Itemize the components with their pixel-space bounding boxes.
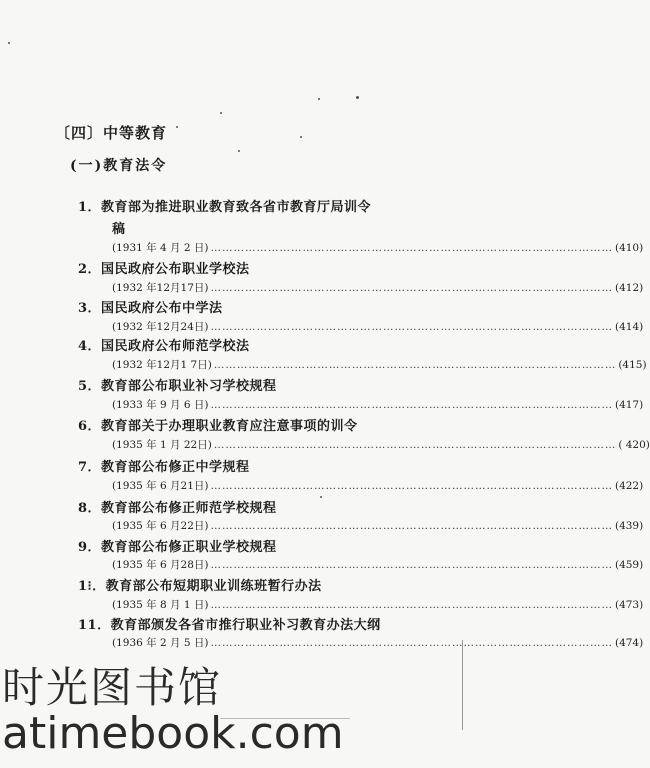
watermark-chinese: 时光图书馆 bbox=[2, 663, 223, 712]
dot-leader: …………………………………………………………………………………………… bbox=[213, 359, 617, 371]
dot-leader: …………………………………………………………………………………………… bbox=[210, 559, 613, 571]
toc-entry-date-line bbox=[112, 597, 644, 612]
toc-entry-title[interactable]: 7．教育部公布修正中学规程 bbox=[78, 460, 250, 475]
toc-entry-title-continued[interactable]: 稿 bbox=[112, 222, 126, 237]
toc-entry-title[interactable]: 9．教育部公布修正职业学校规程 bbox=[78, 540, 277, 555]
section-title: 〔四〕中等教育 bbox=[55, 124, 168, 142]
toc-entry-title[interactable]: 11．教育部颁发各省市推行职业补习教育办法大纲 bbox=[78, 618, 381, 633]
toc-entry-page[interactable]: (417) bbox=[614, 399, 644, 411]
toc-entry-date-line bbox=[112, 357, 647, 372]
toc-entry-date-line bbox=[112, 319, 644, 334]
toc-entry-date-line bbox=[112, 240, 644, 255]
toc-entry-date-line bbox=[112, 397, 644, 412]
watermark-english: atimebook.com bbox=[2, 708, 344, 759]
toc-entry-date: (1932 年12月24日) bbox=[112, 321, 209, 333]
dot-leader: …………………………………………………………………………………………… bbox=[210, 242, 613, 254]
toc-entry-title[interactable]: 8．教育部公布修正师范学校规程 bbox=[78, 501, 277, 516]
toc-entry-page[interactable]: (422) bbox=[614, 480, 644, 492]
toc-entry-title[interactable]: 2．国民政府公布职业学校法 bbox=[78, 262, 250, 277]
subsection-title: (一)教育法令 bbox=[70, 158, 168, 174]
scan-speck bbox=[176, 126, 178, 128]
dot-leader: …………………………………………………………………………………………… bbox=[210, 637, 613, 649]
dot-leader: …………………………………………………………………………………………… bbox=[213, 439, 617, 451]
scan-speck bbox=[356, 96, 359, 99]
dot-leader: …………………………………………………………………………………………… bbox=[210, 599, 613, 611]
scan-speck bbox=[300, 136, 302, 138]
toc-entry-date-line bbox=[112, 518, 644, 533]
toc-entry-page[interactable]: (439) bbox=[614, 520, 644, 532]
scan-speck bbox=[318, 98, 320, 100]
dot-leader: …………………………………………………………………………………………… bbox=[210, 399, 613, 411]
toc-entry-title[interactable]: 6．教育部关于办理职业教育应注意事项的训令 bbox=[78, 419, 358, 434]
toc-entry-page[interactable]: (473) bbox=[614, 599, 644, 611]
toc-entry-page[interactable]: (459) bbox=[614, 559, 644, 571]
toc-entry-date: (1935 年 8 月 1 日) bbox=[112, 599, 209, 611]
toc-entry-date-line bbox=[112, 437, 650, 452]
toc-entry-date: (1936 年 2 月 5 日) bbox=[112, 637, 209, 649]
toc-entry-date: (1933 年 9 月 6 日) bbox=[112, 399, 209, 411]
toc-entry-title[interactable]: 1．教育部为推进职业教育致各省市教育厅局训令 bbox=[78, 200, 372, 215]
toc-entry-date: (1931 年 4 月 2 日) bbox=[112, 242, 209, 254]
toc-entry-title[interactable]: 1⁝．教育部公布短期职业训练班暂行办法 bbox=[78, 579, 322, 594]
toc-entry-date: (1935 年 6 月28日) bbox=[112, 559, 209, 571]
toc-entry-title[interactable]: 4．国民政府公布师范学校法 bbox=[78, 339, 250, 354]
scan-speck bbox=[238, 150, 240, 152]
toc-entry-date-line bbox=[112, 478, 644, 493]
toc-entry-date: (1935 年 6 月22日) bbox=[112, 520, 209, 532]
toc-entry-title[interactable]: 3．国民政府公布中学法 bbox=[78, 301, 223, 316]
toc-entry-page[interactable]: (414) bbox=[614, 321, 644, 333]
toc-entry-page[interactable]: (474) bbox=[614, 637, 644, 649]
toc-entry-page[interactable]: ( 420) bbox=[618, 439, 650, 451]
toc-entry-date: (1935 年 6 月21日) bbox=[112, 480, 209, 492]
dot-leader: …………………………………………………………………………………………… bbox=[210, 520, 613, 532]
dot-leader: …………………………………………………………………………………………… bbox=[210, 480, 613, 492]
toc-entry-page[interactable]: (412) bbox=[614, 282, 644, 294]
toc-entry-date: (1932 年12月17日) bbox=[112, 282, 209, 294]
scan-speck bbox=[8, 42, 10, 44]
dot-leader: …………………………………………………………………………………………… bbox=[210, 321, 613, 333]
toc-entry-title[interactable]: 5．教育部公布职业补习学校规程 bbox=[78, 379, 277, 394]
toc-entry-date-line bbox=[112, 280, 644, 295]
dot-leader: …………………………………………………………………………………………… bbox=[210, 282, 613, 294]
toc-entry-page[interactable]: (415) bbox=[618, 359, 647, 371]
scan-speck bbox=[220, 112, 222, 114]
toc-entry-date-line bbox=[112, 557, 644, 572]
toc-entry-date: (1932 年12月1 7日) bbox=[112, 359, 212, 371]
toc-entry-page[interactable]: (410) bbox=[614, 242, 644, 254]
toc-entry-date-line bbox=[112, 635, 644, 650]
toc-entry-date: (1935 年 1 月 22日) bbox=[112, 439, 212, 451]
scan-speck bbox=[320, 496, 322, 498]
